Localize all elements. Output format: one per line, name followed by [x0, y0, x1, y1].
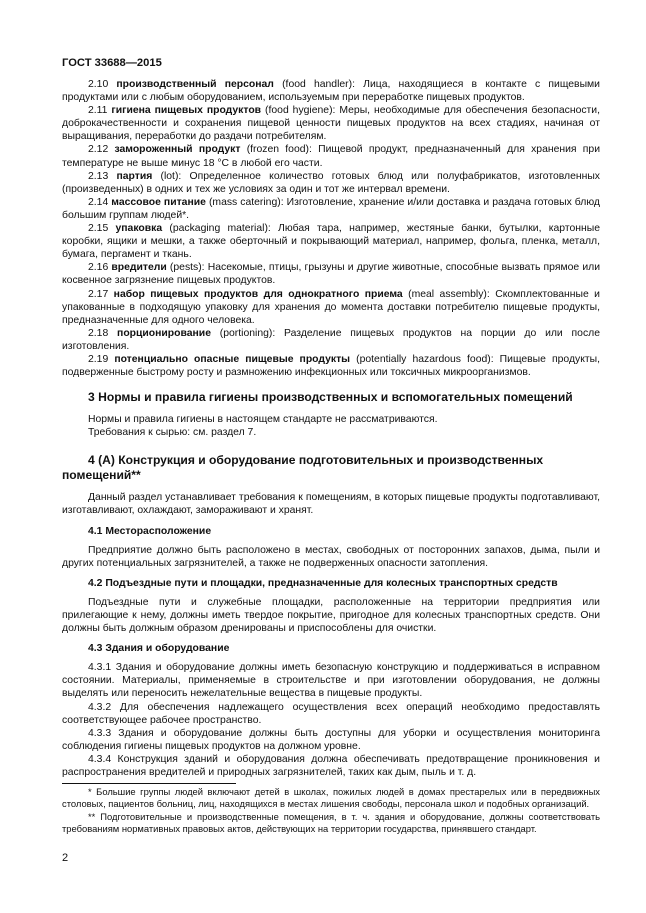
clause-4-3-2: 4.3.2 Для обеспечения надлежащего осуществления всех операций необходимо предоставлять соответствующее рабочее пространство. [62, 701, 600, 726]
definition-2-12 [62, 143, 600, 169]
definition-number: 2.13 [88, 170, 109, 182]
section-3-heading: 3 Нормы и правила гигиены производственных и вспомогательных помещений [88, 390, 573, 405]
definition-text: (portioning): Разделение пищевых продуктов на порции до или после изготовления. [62, 327, 600, 352]
definition-number: 2.12 [88, 144, 109, 156]
section-4-3-heading: 4.3 Здания и оборудование [88, 643, 230, 655]
definition-text: (food handler): Лица, находящиеся в контакте с пищевыми продуктами или с любым оборудованием, используемым при переработке пищевых продуктов. [62, 79, 600, 104]
definition-term: производственный персонал [116, 79, 274, 90]
definition-2-17 [62, 288, 600, 327]
definition-2-11 [62, 104, 600, 143]
definition-term: массовое питание [111, 196, 206, 208]
definition-text: (food hygiene): Меры, необходимые для обеспечения безопасности, доброкачественности и сохранения пищевой ценности пищевых продуктов на всех стадиях, начиная от выращивания, переработки до раздачи потребителям. [62, 105, 601, 143]
definition-text: (meal assembly): Скомплектованные и упакованные в подходящую упаковку для хранения до момента доставки потребителю пищевые продукты, предназначенные для одного человека. [62, 288, 600, 326]
definition-number: 2.15 [88, 223, 109, 235]
section-3-paragraph: Нормы и правила гигиены в настоящем стандарте не рассматриваются. [88, 414, 438, 426]
definition-number: 2.11 [88, 105, 108, 117]
definition-number: 2.10 [88, 79, 109, 90]
clause-4-3-1: 4.3.1 Здания и оборудование должны иметь безопасную конструкцию и поддерживаться в исправном состоянии. Материалы, применяемые в строительстве и при изготовлении оборудования, не должны выделять или переносить нежелательные вещества в пищевые продукты. [62, 662, 600, 700]
definition-2-16 [62, 261, 600, 287]
clause-4-3-4: 4.3.4 Конструкция зданий и оборудования должна обеспечивать предотвращение проникновения и распространения вредителей и природных загрязнителей, таких как дым, пыль и т. д. [62, 753, 600, 779]
definition-term: упаковка [115, 223, 163, 235]
definition-2-14 [62, 196, 600, 222]
definition-2-15 [62, 222, 600, 261]
definition-text: (potentially hazardous food): Пищевые продукты, подверженные быстрому росту и размножению инфекционных или токсичных микроорганизмов. [62, 353, 600, 379]
definition-2-13 [62, 170, 600, 196]
definition-2-19 [62, 353, 600, 379]
definition-text: (lot): Определенное количество готовых блюд или полуфабрикатов, изготовленных (произведенных) в одних и тех же условиях за один и тот же интервал времени. [62, 170, 600, 195]
definition-text: (frozen food): Пищевой продукт, предназначенный для хранения при температуре не выше минус 18 °С в любой его части. [62, 144, 601, 169]
section-4-heading: 4 (А) Конструкция и оборудование подготовительных и производственных помещений** [62, 453, 544, 483]
definition-number: 2.19 [88, 353, 109, 365]
standard-header: ГОСТ 33688—2015 [62, 57, 162, 69]
clause-4-3-3: 4.3.3 Здания и оборудование должны быть доступны для уборки и осуществления мониторинга соблюдения гигиены пищевых продуктов на должном уровне. [62, 727, 600, 752]
page-number: 2 [62, 852, 69, 864]
footnote-divider [62, 783, 236, 784]
definition-term: потенциально опасные пищевые продукты [114, 353, 351, 365]
definition-term: вредители [111, 262, 167, 274]
definition-term: набор пищевых продуктов для однократного приема [113, 288, 403, 300]
section-4-intro: Данный раздел устанавливает требования к помещениям, в которых пищевые продукты подготавливают, изготавливают, охлаждают, замораживают и хранят. [62, 492, 600, 517]
definition-2-18 [62, 327, 600, 353]
document-page [62, 56, 600, 835]
definition-number: 2.14 [88, 196, 109, 208]
section-4-2-paragraph: Подъездные пути и служебные площадки, расположенные на территории предприятия или прилегающие к нему, должны иметь твердое покрытие, пригодное для колесных транспортных средств. Они должны быть должным образом дренированы и приспособлены для очистки. [62, 596, 600, 635]
footnote-2: ** Подготовительные и производственные помещения, в т. ч. здания и оборудование, должны соответствовать требованиям нормативных правовых актов, действующих на территории государства, принявшего стандарт. [62, 810, 600, 834]
definition-term: порционирование [117, 327, 211, 339]
section-4-1-heading: 4.1 Месторасположение [88, 525, 212, 537]
definition-2-10 [62, 78, 600, 104]
definition-term: гигиена пищевых продуктов [111, 105, 262, 117]
definition-text: (packaging material): Любая тара, например, жестяные банки, бутылки, картонные коробки, ящики и мешки, а также оберточный и покрывающий материал, например, фольга, пленка, металл, бумага, пергамент и ткань. [62, 223, 600, 261]
definition-number: 2.16 [88, 262, 109, 274]
definition-term: замороженный продукт [114, 144, 241, 156]
definition-number: 2.17 [88, 288, 109, 300]
definition-text: (pests): Насекомые, птицы, грызуны и другие животные, способные вызвать прямое или косвенное загрязнение пищевых продуктов. [62, 262, 601, 287]
definition-term: партия [116, 170, 153, 182]
definition-text: (mass catering): Изготовление, хранение и/или доставка и раздача готовых блюд большим группам людей*. [62, 196, 600, 221]
definition-number: 2.18 [88, 327, 109, 339]
section-3-paragraph-raw-materials: Требования к сырью: см. раздел 7. [88, 427, 257, 439]
section-4-1-paragraph: Предприятие должно быть расположено в местах, свободных от посторонних запахов, дыма, пыли и других потенциальных загрязнителей, а также не подверженных опасности затопления. [62, 544, 600, 569]
section-4-2-heading: 4.2 Подъездные пути и площадки, предназначенные для колесных транспортных средств [88, 577, 558, 589]
footnote-1: * Большие группы людей включают детей в школах, пожилых людей в домах престарелых или в передвижных столовых, пациентов больниц, лиц, находящихся в местах лишения свободы, персонала школ и подобных организаций. [62, 786, 600, 810]
